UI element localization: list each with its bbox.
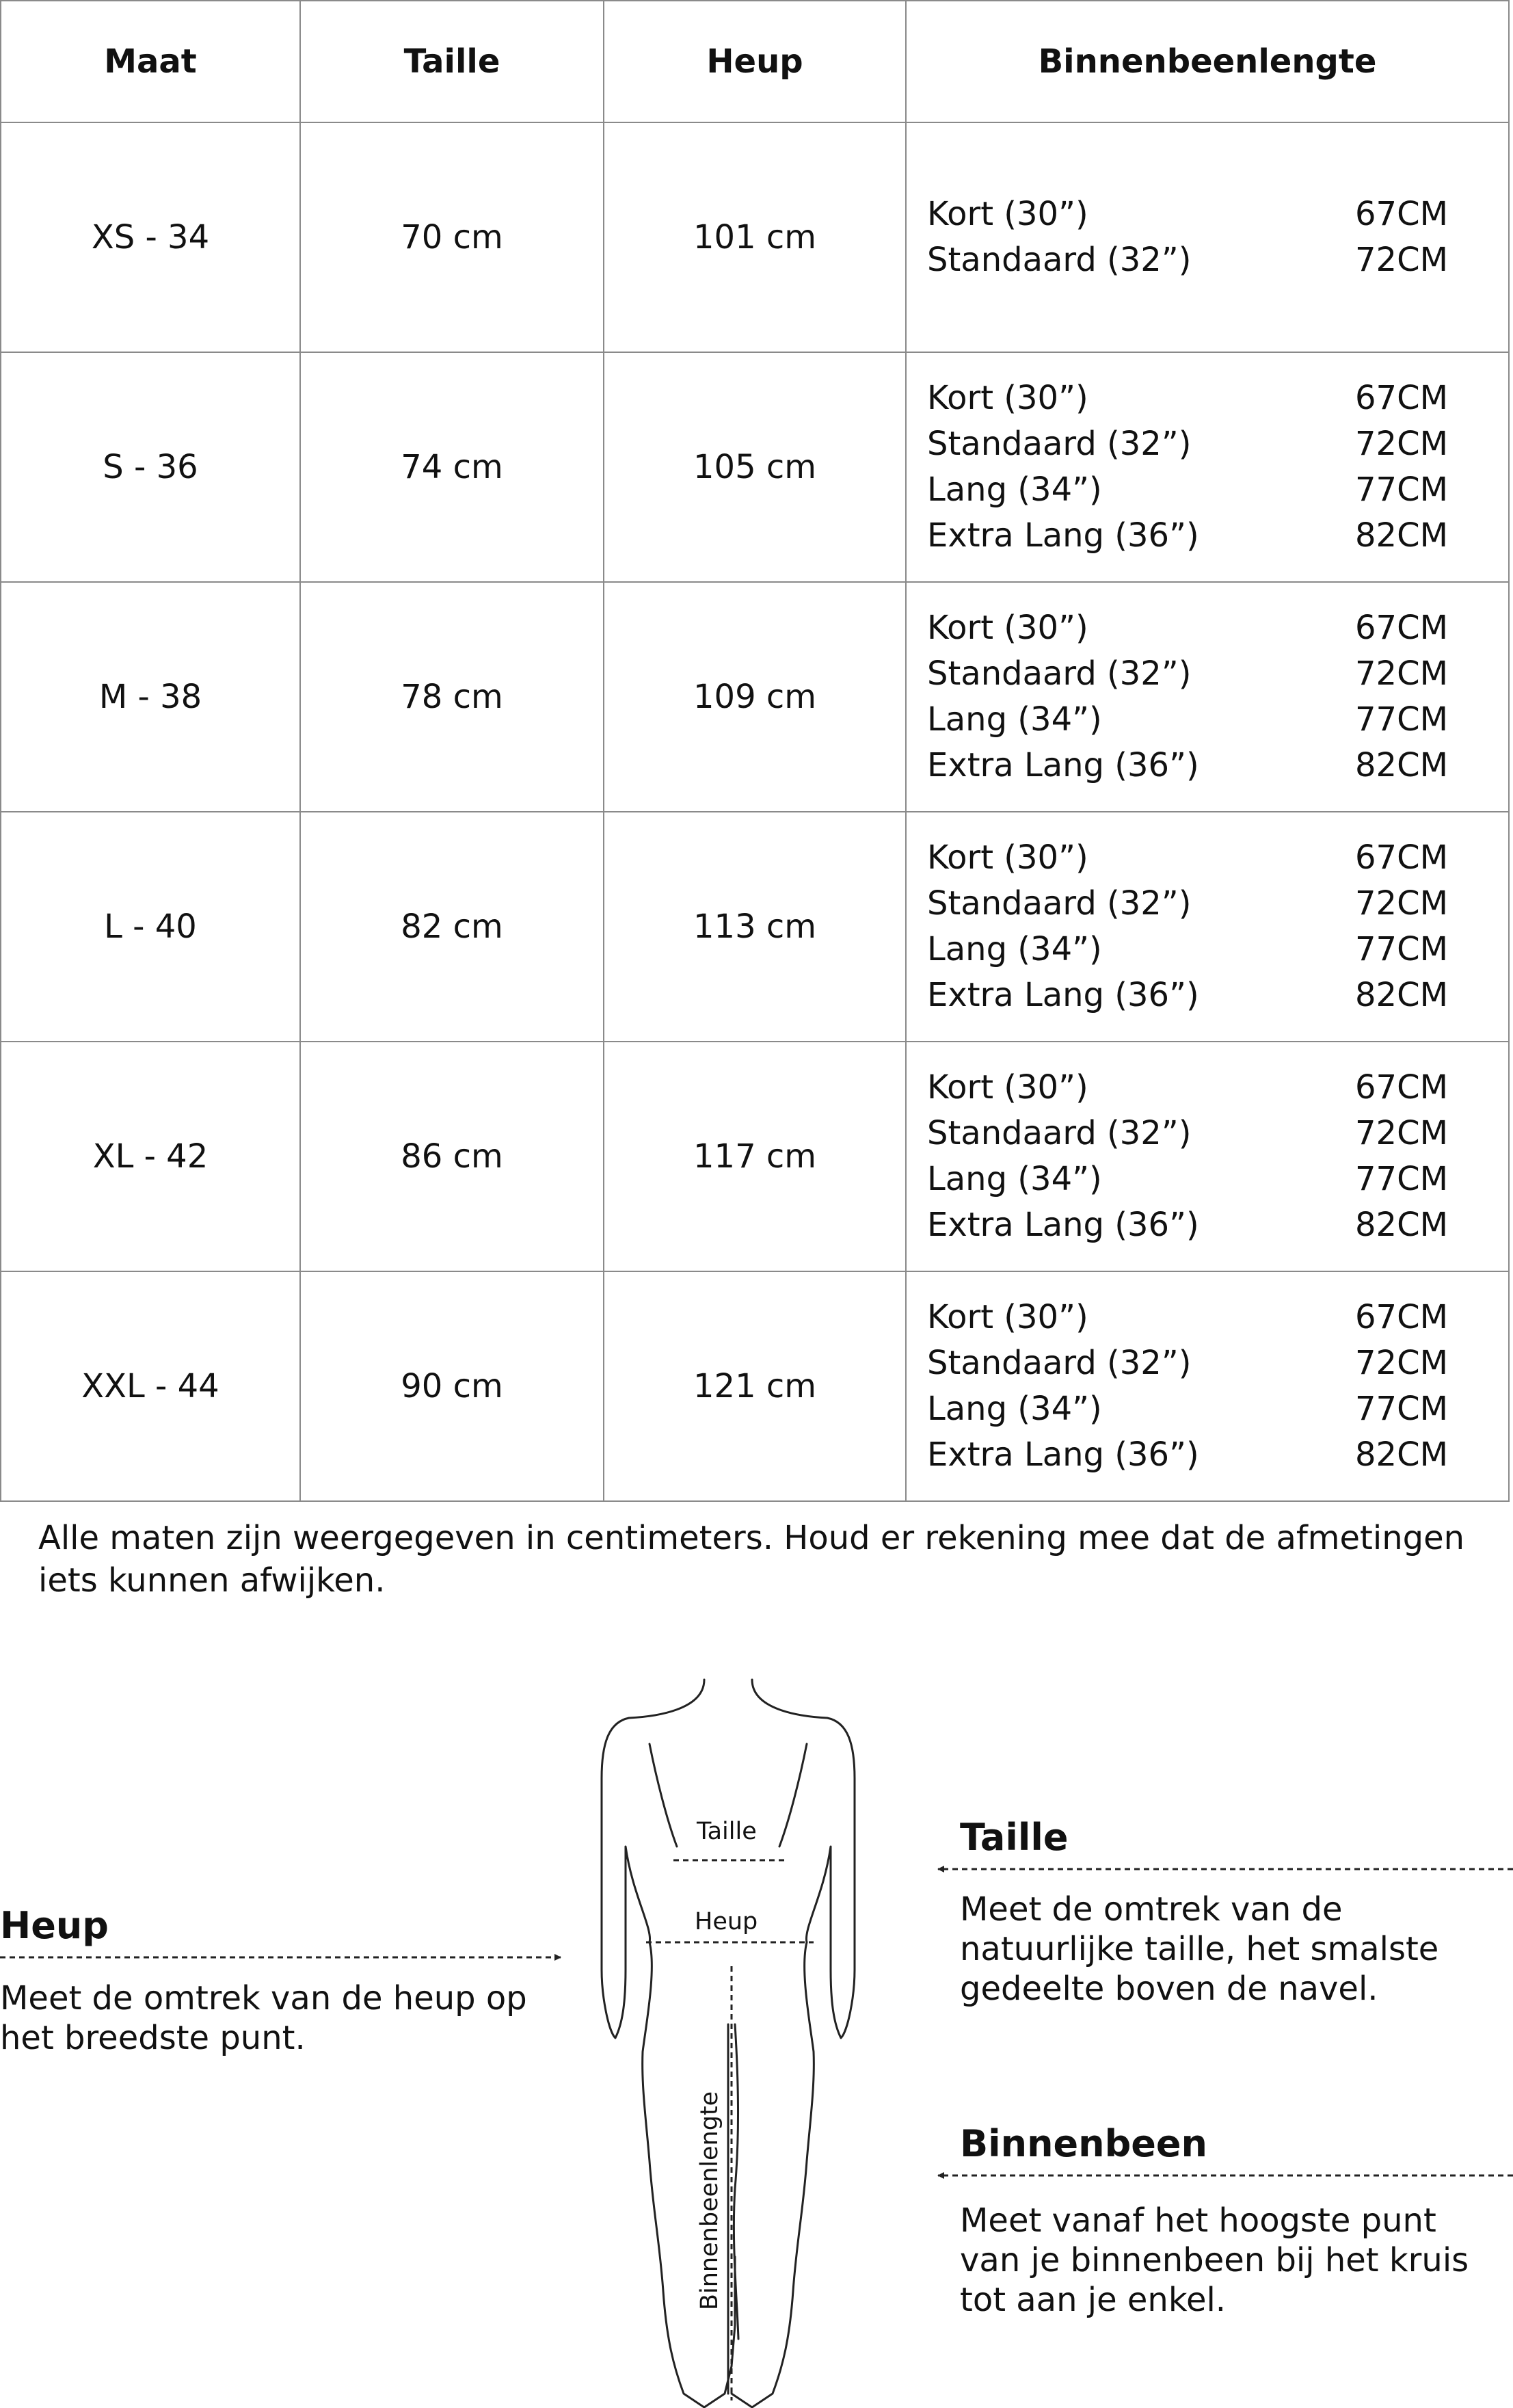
figure-outline-right: [732, 1680, 855, 2407]
inseam-label: Extra Lang (36”): [927, 1206, 1199, 1244]
figure-label-waist: Taille: [697, 1818, 757, 1845]
inseam-item: [927, 605, 1448, 651]
inseam-item: [927, 835, 1448, 881]
inseam-value: 72CM: [1354, 425, 1448, 463]
table-row: [1, 1042, 1509, 1271]
size-cell: XXL - 44: [1, 1271, 300, 1501]
inseam-label: Kort (30”): [927, 838, 1088, 877]
waist-callout-title: Taille: [960, 1816, 1069, 1859]
inseam-label: Standaard (32”): [927, 425, 1192, 463]
size-cell: M - 38: [1, 582, 300, 812]
inseam-value: 67CM: [1354, 1298, 1448, 1336]
inseam-label: Kort (30”): [927, 1068, 1088, 1107]
inseam-value: 67CM: [1354, 609, 1448, 647]
inseam-value: 67CM: [1354, 838, 1448, 877]
size-cell: XL - 42: [1, 1042, 300, 1271]
inseam-list: [907, 191, 1508, 283]
inseam-label: Standaard (32”): [927, 1114, 1192, 1152]
table-row: [1, 1271, 1509, 1501]
inseam-label: Kort (30”): [927, 1298, 1088, 1336]
hip-cell: 121 cm: [604, 1271, 906, 1501]
inseam-value: 72CM: [1354, 241, 1448, 279]
header-inseam: Binnenbeenlengte: [906, 1, 1509, 122]
size-cell: S - 36: [1, 352, 300, 582]
inseam-value: 67CM: [1354, 195, 1448, 233]
inseam-label: Lang (34”): [927, 471, 1102, 509]
inseam-label: Extra Lang (36”): [927, 746, 1199, 784]
size-cell: XS - 34: [1, 122, 300, 352]
size-cell: L - 40: [1, 812, 300, 1042]
inseam-value: 72CM: [1354, 1114, 1448, 1152]
inseam-label: Extra Lang (36”): [927, 516, 1199, 555]
inseam-value: 67CM: [1354, 379, 1448, 417]
table-body: [1, 122, 1509, 1501]
inseam-value: 72CM: [1354, 884, 1448, 923]
inseam-item: [927, 1202, 1448, 1248]
inseam-value: 82CM: [1354, 1435, 1448, 1474]
header-waist: Taille: [300, 1, 604, 122]
inseam-list: [907, 1295, 1508, 1478]
table-row: [1, 582, 1509, 812]
inseam-item: [927, 1065, 1448, 1111]
inseam-value: 77CM: [1354, 1160, 1448, 1198]
inseam-value: 67CM: [1354, 1068, 1448, 1107]
inseam-item: [927, 927, 1448, 973]
figure-label-inseam: Binnenbeenlengte: [696, 2091, 723, 2310]
measurement-diagram: [0, 1641, 1513, 2408]
inseam-item: [927, 467, 1448, 513]
inseam-item: [927, 1432, 1448, 1478]
inseam-label: Lang (34”): [927, 1160, 1102, 1198]
inseam-item: [927, 1340, 1448, 1386]
hip-cell: 117 cm: [604, 1042, 906, 1271]
hip-cell: 113 cm: [604, 812, 906, 1042]
inseam-item: [927, 697, 1448, 743]
inseam-value: 77CM: [1354, 1390, 1448, 1428]
table-row: [1, 812, 1509, 1042]
inseam-label: Standaard (32”): [927, 654, 1192, 693]
inseam-list: [907, 375, 1508, 559]
inseam-cell: [906, 1042, 1509, 1271]
inseam-label: Standaard (32”): [927, 884, 1192, 923]
inseam-item: [927, 1156, 1448, 1202]
inseam-label: Kort (30”): [927, 379, 1088, 417]
inseam-list: [907, 605, 1508, 789]
inseam-item: [927, 191, 1448, 237]
inseam-label: Standaard (32”): [927, 241, 1192, 279]
inseam-value: 77CM: [1354, 930, 1448, 968]
inseam-value: 82CM: [1354, 1206, 1448, 1244]
table-row: [1, 352, 1509, 582]
inseam-label: Lang (34”): [927, 930, 1102, 968]
inseam-item: [927, 513, 1448, 559]
inseam-label: Extra Lang (36”): [927, 976, 1199, 1014]
inseam-value: 82CM: [1354, 516, 1448, 555]
inseam-item: [927, 973, 1448, 1018]
inseam-cell: [906, 582, 1509, 812]
measurement-note: Alle maten zijn weergegeven in centimeters. Houd er rekening mee dat de afmetingen iets kunnen afwijken.: [38, 1519, 1465, 1600]
inseam-callout-title: Binnenbeen: [960, 2122, 1207, 2165]
inseam-cell: [906, 1271, 1509, 1501]
waist-cell: 82 cm: [300, 812, 604, 1042]
figure-label-hip: Heup: [695, 1908, 758, 1935]
inseam-list: [907, 835, 1508, 1018]
inseam-value: 72CM: [1354, 654, 1448, 693]
inseam-value: 77CM: [1354, 700, 1448, 739]
inseam-item: [927, 237, 1448, 283]
inseam-callout-text: Meet vanaf het hoogste punt van je binnenbeen bij het kruis tot aan je enkel.: [960, 2201, 1469, 2319]
header-hip: Heup: [604, 1, 906, 122]
hip-callout-text: Meet de omtrek van de heup op het breedste punt.: [0, 1979, 527, 2057]
inseam-value: 77CM: [1354, 471, 1448, 509]
hip-cell: 105 cm: [604, 352, 906, 582]
waist-cell: 90 cm: [300, 1271, 604, 1501]
inseam-item: [927, 1111, 1448, 1156]
inseam-item: [927, 1295, 1448, 1340]
inseam-value: 72CM: [1354, 1344, 1448, 1382]
hip-callout-title: Heup: [0, 1904, 109, 1947]
hip-cell: 109 cm: [604, 582, 906, 812]
waist-cell: 86 cm: [300, 1042, 604, 1271]
inseam-label: Lang (34”): [927, 1390, 1102, 1428]
waist-cell: 74 cm: [300, 352, 604, 582]
inseam-item: [927, 421, 1448, 467]
inseam-value: 82CM: [1354, 976, 1448, 1014]
inseam-item: [927, 375, 1448, 421]
table-row: [1, 122, 1509, 352]
waist-callout-text: Meet de omtrek van de natuurlijke taille, het smalste gedeelte boven de navel.: [960, 1890, 1439, 2008]
inseam-cell: [906, 352, 1509, 582]
inseam-item: [927, 651, 1448, 697]
hip-cell: 101 cm: [604, 122, 906, 352]
inseam-item: [927, 1386, 1448, 1432]
waist-cell: 70 cm: [300, 122, 604, 352]
inseam-list: [907, 1065, 1508, 1248]
inseam-label: Extra Lang (36”): [927, 1435, 1199, 1474]
table-header-row: [1, 1, 1509, 122]
inseam-cell: [906, 812, 1509, 1042]
header-size: Maat: [1, 1, 300, 122]
inseam-label: Standaard (32”): [927, 1344, 1192, 1382]
inseam-item: [927, 881, 1448, 927]
inseam-cell: [906, 122, 1509, 352]
waist-cell: 78 cm: [300, 582, 604, 812]
inseam-label: Kort (30”): [927, 609, 1088, 647]
inseam-value: 82CM: [1354, 746, 1448, 784]
inseam-item: [927, 743, 1448, 789]
inseam-label: Kort (30”): [927, 195, 1088, 233]
inseam-label: Lang (34”): [927, 700, 1102, 739]
